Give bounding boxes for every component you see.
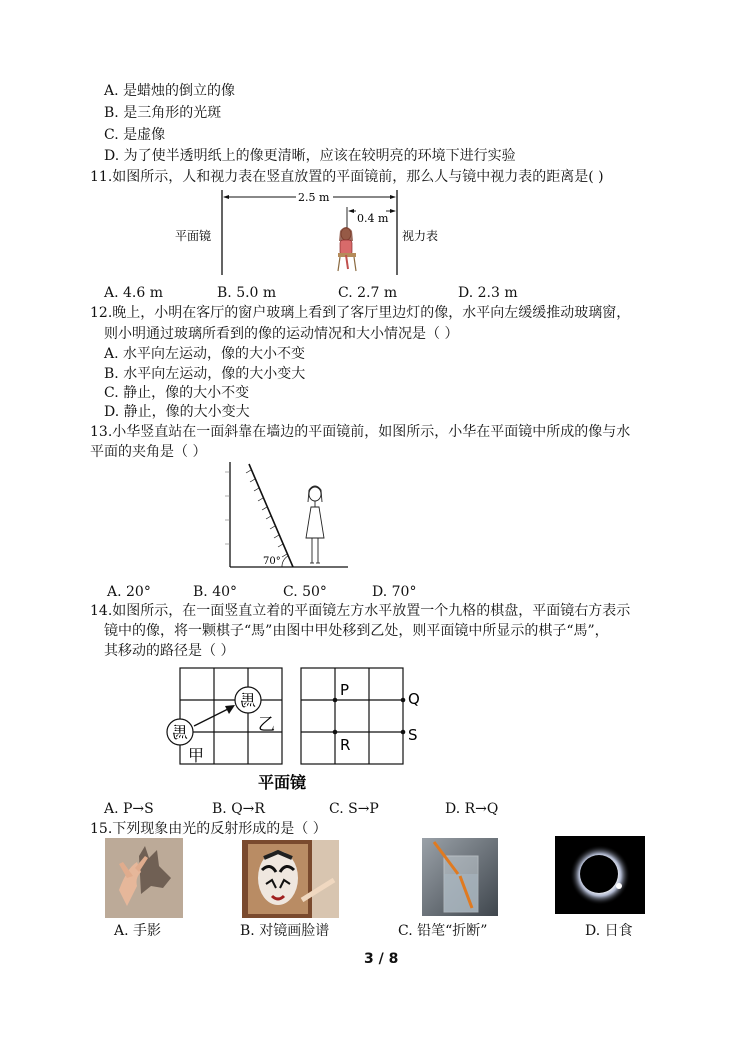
standing-girl-figure [306,486,324,563]
move-arrow [194,708,230,726]
q12-stem-line2: 则小明通过玻璃所看到的像的运动情况和大小情况是（ ） [104,326,459,342]
photo-mirror-face [242,840,339,918]
dist-person-label: 0.4 m [357,212,389,225]
label-jia: 甲 [188,746,205,765]
q14-option-a: A. P→S [104,801,154,817]
q10-option-a: A. 是蜡烛的倒立的像 [104,83,236,99]
photo-pencil-in-water [422,838,498,916]
q11-option-a: A. 4.6 m [104,285,164,301]
chess-piece-start [167,719,193,745]
q12-option-c: C. 静止，像的大小不变 [104,385,250,401]
q15-caption-c: C. 铅笔“折断” [398,923,488,939]
q12-option-b: B. 水平向左运动，像的大小变大 [104,366,306,382]
q12-option-a: A. 水平向左运动，像的大小不变 [104,346,306,362]
q11-option-c: C. 2.7 m [338,285,398,301]
angle-label: 70° [263,556,281,567]
q14-option-b: B. Q→R [212,801,265,817]
label-p: P [340,681,350,699]
q11-stem: 11.如图所示，人和视力表在竖直放置的平面镜前，那么人与镜中视力表的距离是( ) [90,169,604,185]
q13-option-a: A. 20° [107,584,151,600]
q14-option-c: C. S→P [329,801,379,817]
q15-caption-d: D. 日食 [585,923,633,939]
dist-total-label: 2.5 m [298,191,330,204]
q13-stem-line1: 13.小华竖直站在一面斜靠在墙边的平面镜前，如图所示，小华在平面镜中所成的像与水 [90,424,631,440]
chess-piece-start-glyph: 馬 [171,723,188,742]
q10-option-b: B. 是三角形的光斑 [104,105,222,121]
q15-caption-b: B. 对镜画脸谱 [240,923,330,939]
inclined-mirror [249,464,293,567]
label-r: R [340,736,351,754]
right-chessboard [301,668,403,764]
q14-figure [160,664,430,794]
label-q: Q [408,690,420,708]
label-yi: 乙 [258,715,275,735]
q15-stem: 15.下列现象由光的反射形成的是（ ） [90,821,327,837]
seated-person-figure [338,227,356,271]
q10-option-d: D. 为了使半透明纸上的像更清晰，应该在较明亮的环境下进行实验 [104,148,516,164]
chart-label: 视力表 [402,229,439,243]
mirror-caption: 平面镜 [258,773,307,792]
q11-option-d: D. 2.3 m [458,285,518,301]
q10-option-c: C. 是虚像 [104,127,166,143]
q13-figure [222,460,352,572]
q13-option-d: D. 70° [372,584,417,600]
q14-stem-line3: 其移动的路径是（ ） [104,643,235,659]
q13-option-c: C. 50° [283,584,327,600]
q11-option-b: B. 5.0 m [217,285,277,301]
q15-caption-a: A. 手影 [114,923,162,939]
q14-stem-line2: 镜中的像，将一颗棋子“馬”由图中甲处移到乙处，则平面镜中所显示的棋子“馬”， [104,623,609,639]
label-s: S [408,726,418,744]
page-number: 3 / 8 [364,951,399,967]
q14-stem-line1: 14.如图所示，在一面竖直立着的平面镜左方水平放置一个九格的棋盘，平面镜右方表示 [90,603,631,619]
q12-option-d: D. 静止，像的大小变大 [104,404,250,420]
q12-stem-line1: 12.晚上，小明在客厅的窗户玻璃上看到了客厅里边灯的像，水平向左缓缓推动玻璃窗， [90,305,631,321]
photo-hand-shadow [105,838,183,918]
mirror-label: 平面镜 [175,229,212,243]
q13-stem-line2: 平面的夹角是（ ） [90,444,207,460]
q11-figure [170,187,460,279]
chess-piece-end-glyph: 馬 [239,691,256,710]
chess-piece-end [235,687,261,713]
q13-option-b: B. 40° [193,584,238,600]
q14-option-d: D. R→Q [445,801,499,817]
photo-solar-eclipse [555,836,645,914]
